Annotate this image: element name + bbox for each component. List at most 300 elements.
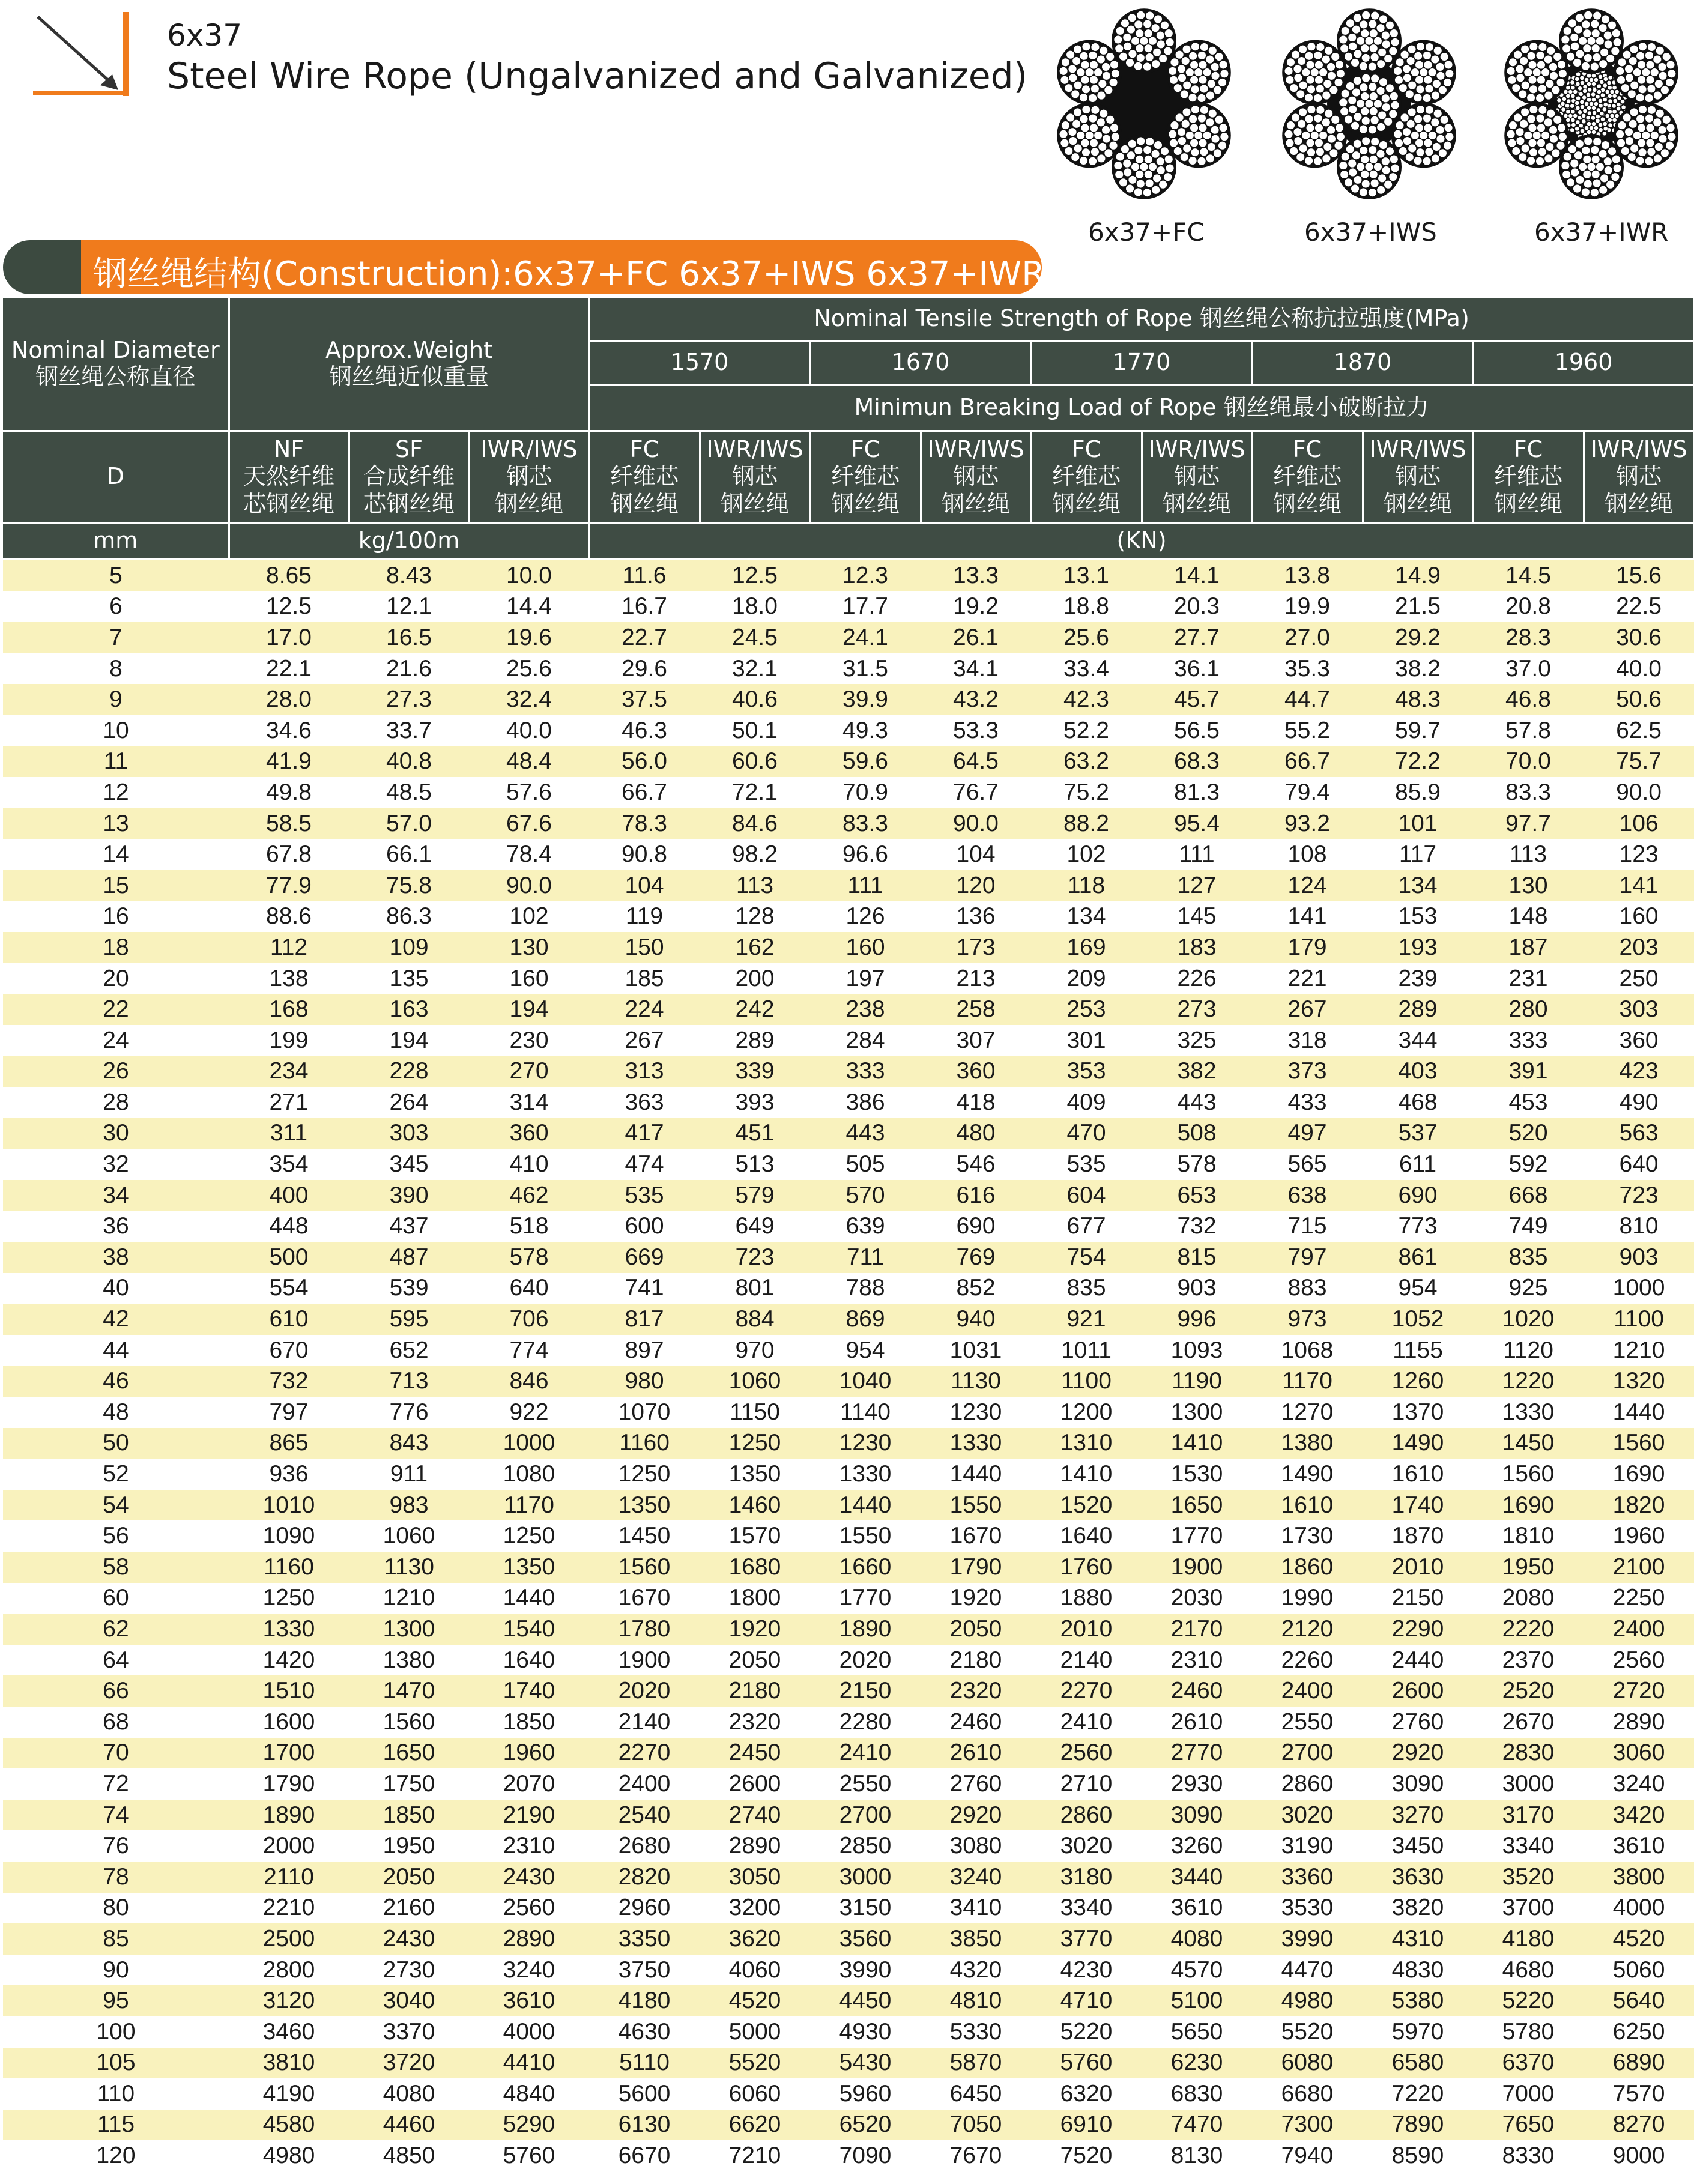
load-subheader-line: 钢芯 bbox=[952, 463, 999, 490]
load-cell: 513 bbox=[700, 1149, 810, 1180]
load-cell: 677 bbox=[1031, 1211, 1142, 1242]
weight-subheader-line: IWR/IWS bbox=[480, 435, 578, 462]
load-cell: 4830 bbox=[1363, 1955, 1473, 1986]
load-cell: 6370 bbox=[1473, 2048, 1584, 2079]
weight-subheader bbox=[349, 431, 469, 523]
load-cell: 1730 bbox=[1252, 1520, 1363, 1552]
load-subheader-line: 钢丝绳 bbox=[1383, 490, 1452, 517]
load-cell: 2860 bbox=[1252, 1768, 1363, 1800]
outer-strand bbox=[1614, 103, 1678, 168]
weight-cell: 1000 bbox=[469, 1428, 589, 1459]
diameter-cell: 48 bbox=[3, 1397, 229, 1428]
weight-cell: 2070 bbox=[469, 1768, 589, 1800]
diameter-cell: 5 bbox=[3, 560, 229, 591]
load-cell: 273 bbox=[1142, 994, 1252, 1025]
load-cell: 423 bbox=[1584, 1056, 1694, 1087]
weight-cell: 138 bbox=[229, 963, 349, 994]
load-cell: 2270 bbox=[1031, 1675, 1142, 1707]
load-cell: 160 bbox=[810, 932, 921, 963]
load-subheader bbox=[1473, 431, 1584, 523]
load-cell: 2400 bbox=[1252, 1675, 1363, 1707]
weight-cell: 3040 bbox=[349, 1985, 469, 2016]
load-cell: 3820 bbox=[1363, 1893, 1473, 1924]
weight-cell: 194 bbox=[349, 1025, 469, 1056]
load-cell: 12.5 bbox=[700, 560, 810, 591]
load-cell: 1068 bbox=[1252, 1335, 1363, 1366]
load-subheader-line: IWR/IWS bbox=[706, 435, 803, 462]
weight-cell: 40.8 bbox=[349, 746, 469, 778]
load-cell: 32.1 bbox=[700, 653, 810, 685]
load-subheader-line: 钢丝绳 bbox=[1051, 490, 1121, 517]
weight-cell: 49.8 bbox=[229, 777, 349, 808]
load-cell: 8330 bbox=[1473, 2140, 1584, 2171]
load-cell: 96.6 bbox=[810, 839, 921, 870]
load-cell: 123 bbox=[1584, 839, 1694, 870]
load-cell: 242 bbox=[700, 994, 810, 1025]
diameter-cell: 95 bbox=[3, 1985, 229, 2016]
weight-cell: 652 bbox=[349, 1335, 469, 1366]
weight-cell: 1170 bbox=[469, 1490, 589, 1521]
load-cell: 90.0 bbox=[1584, 777, 1694, 808]
table-row bbox=[3, 2078, 1694, 2110]
weight-cell: 1850 bbox=[469, 1707, 589, 1738]
load-cell: 179 bbox=[1252, 932, 1363, 963]
load-cell: 3090 bbox=[1363, 1768, 1473, 1800]
outer-strand bbox=[1057, 103, 1122, 168]
load-cell: 5000 bbox=[700, 2016, 810, 2048]
load-cell: 2610 bbox=[1142, 1707, 1252, 1738]
load-cell: 6680 bbox=[1252, 2078, 1363, 2110]
load-cell: 391 bbox=[1473, 1056, 1584, 1087]
diameter-cell: 14 bbox=[3, 839, 229, 870]
load-subheader-line: IWR/IWS bbox=[1590, 435, 1687, 462]
load-cell: 3270 bbox=[1363, 1800, 1473, 1831]
load-cell: 3000 bbox=[1473, 1768, 1584, 1800]
diameter-cell: 120 bbox=[3, 2140, 229, 2171]
load-cell: 1200 bbox=[1031, 1397, 1142, 1428]
load-cell: 639 bbox=[810, 1211, 921, 1242]
load-cell: 954 bbox=[810, 1335, 921, 1366]
weight-cell: 199 bbox=[229, 1025, 349, 1056]
load-cell: 1450 bbox=[589, 1520, 700, 1552]
load-cell: 773 bbox=[1363, 1211, 1473, 1242]
load-cell: 134 bbox=[1363, 870, 1473, 901]
load-cell: 36.1 bbox=[1142, 653, 1252, 685]
load-cell: 126 bbox=[810, 901, 921, 933]
load-cell: 1520 bbox=[1031, 1490, 1142, 1521]
load-cell: 2140 bbox=[589, 1707, 700, 1738]
load-cell: 289 bbox=[700, 1025, 810, 1056]
table-row bbox=[3, 1304, 1694, 1335]
weight-subheader bbox=[229, 431, 349, 523]
load-cell: 4470 bbox=[1252, 1955, 1363, 1986]
outer-strand bbox=[1559, 8, 1624, 73]
weight-cell: 578 bbox=[469, 1242, 589, 1273]
table-row bbox=[3, 870, 1694, 901]
table-row bbox=[3, 1893, 1694, 1924]
weight-cell: 843 bbox=[349, 1428, 469, 1459]
load-cell: 72.2 bbox=[1363, 746, 1473, 778]
weight-subheader-line: SF bbox=[395, 435, 423, 462]
diameter-cell: 80 bbox=[3, 1893, 229, 1924]
load-cell: 6230 bbox=[1142, 2048, 1252, 2079]
weight-cell: 360 bbox=[469, 1118, 589, 1149]
load-subheader-line: 纤维芯 bbox=[830, 463, 900, 490]
diameter-cell: 62 bbox=[3, 1614, 229, 1645]
weight-cell: 303 bbox=[349, 1118, 469, 1149]
load-cell: 1060 bbox=[700, 1366, 810, 1397]
load-cell: 75.2 bbox=[1031, 777, 1142, 808]
load-cell: 93.2 bbox=[1252, 808, 1363, 839]
weight-cell: 1790 bbox=[229, 1768, 349, 1800]
load-cell: 2600 bbox=[1363, 1675, 1473, 1707]
load-cell: 4080 bbox=[1142, 1923, 1252, 1955]
load-cell: 815 bbox=[1142, 1242, 1252, 1273]
weight-cell: 462 bbox=[469, 1180, 589, 1211]
load-cell: 88.2 bbox=[1031, 808, 1142, 839]
load-cell: 2020 bbox=[589, 1675, 700, 1707]
load-cell: 505 bbox=[810, 1149, 921, 1180]
weight-cell: 130 bbox=[469, 932, 589, 963]
load-cell: 1310 bbox=[1031, 1428, 1142, 1459]
unit-mm: mm bbox=[3, 523, 229, 560]
table-row bbox=[3, 715, 1694, 746]
load-cell: 145 bbox=[1142, 901, 1252, 933]
weight-cell: 1010 bbox=[229, 1490, 349, 1521]
load-cell: 43.2 bbox=[921, 684, 1031, 715]
load-cell: 3360 bbox=[1252, 1862, 1363, 1893]
table-row bbox=[3, 1242, 1694, 1273]
load-subheader bbox=[589, 431, 700, 523]
load-cell: 1920 bbox=[700, 1614, 810, 1645]
table-row bbox=[3, 1273, 1694, 1304]
load-cell: 5640 bbox=[1584, 1985, 1694, 2016]
load-cell: 7650 bbox=[1473, 2110, 1584, 2141]
table-row bbox=[3, 1830, 1694, 1862]
load-cell: 1300 bbox=[1142, 1397, 1252, 1428]
load-cell: 68.3 bbox=[1142, 746, 1252, 778]
load-cell: 669 bbox=[589, 1242, 700, 1273]
weight-cell: 410 bbox=[469, 1149, 589, 1180]
weight-cell: 345 bbox=[349, 1149, 469, 1180]
load-cell: 940 bbox=[921, 1304, 1031, 1335]
diameter-cell: 54 bbox=[3, 1490, 229, 1521]
load-cell: 5100 bbox=[1142, 1985, 1252, 2016]
load-subheader bbox=[1252, 431, 1363, 523]
load-cell: 2400 bbox=[589, 1768, 700, 1800]
load-subheader-line: 纤维芯 bbox=[1272, 463, 1342, 490]
load-cell: 788 bbox=[810, 1273, 921, 1304]
load-subheader bbox=[1142, 431, 1252, 523]
unit-load: (KN) bbox=[589, 523, 1694, 560]
load-cell: 2280 bbox=[810, 1707, 921, 1738]
diagram-label-iwr: 6x37+IWR bbox=[1534, 217, 1669, 247]
load-cell: 2460 bbox=[921, 1707, 1031, 1738]
load-cell: 653 bbox=[1142, 1180, 1252, 1211]
load-subheader-line: 钢丝绳 bbox=[1493, 490, 1562, 517]
weight-cell: 33.7 bbox=[349, 715, 469, 746]
load-cell: 1130 bbox=[921, 1366, 1031, 1397]
diameter-cell: 18 bbox=[3, 932, 229, 963]
diameter-cell: 72 bbox=[3, 1768, 229, 1800]
load-cell: 690 bbox=[1363, 1180, 1473, 1211]
diameter-cell: 64 bbox=[3, 1645, 229, 1676]
table-row bbox=[3, 1490, 1694, 1521]
diameter-cell: 34 bbox=[3, 1180, 229, 1211]
diameter-cell: 76 bbox=[3, 1830, 229, 1862]
load-cell: 2050 bbox=[921, 1614, 1031, 1645]
weight-header-cn: 钢丝绳近似重量 bbox=[328, 363, 489, 390]
load-cell: 638 bbox=[1252, 1180, 1363, 1211]
load-subheader bbox=[700, 431, 810, 523]
load-cell: 1880 bbox=[1031, 1583, 1142, 1614]
load-cell: 1410 bbox=[1031, 1459, 1142, 1490]
load-cell: 903 bbox=[1584, 1242, 1694, 1273]
load-cell: 66.7 bbox=[1252, 746, 1363, 778]
load-cell: 1810 bbox=[1473, 1520, 1584, 1552]
load-cell: 2760 bbox=[1363, 1707, 1473, 1738]
load-cell: 55.2 bbox=[1252, 715, 1363, 746]
diameter-cell: 32 bbox=[3, 1149, 229, 1180]
load-cell: 2140 bbox=[1031, 1645, 1142, 1676]
load-cell: 70.9 bbox=[810, 777, 921, 808]
table-row bbox=[3, 1707, 1694, 1738]
weight-cell: 4080 bbox=[349, 2078, 469, 2110]
load-cell: 3440 bbox=[1142, 1862, 1252, 1893]
weight-cell: 311 bbox=[229, 1118, 349, 1149]
weight-subheader-line: 钢丝绳 bbox=[494, 490, 563, 517]
load-cell: 2010 bbox=[1363, 1552, 1473, 1583]
load-cell: 27.7 bbox=[1142, 622, 1252, 653]
weight-cell: 1470 bbox=[349, 1675, 469, 1707]
load-cell: 50.1 bbox=[700, 715, 810, 746]
load-cell: 6830 bbox=[1142, 2078, 1252, 2110]
outer-strand bbox=[1112, 135, 1176, 199]
load-cell: 46.8 bbox=[1473, 684, 1584, 715]
outer-strand bbox=[1504, 40, 1569, 105]
load-cell: 160 bbox=[1584, 901, 1694, 933]
load-cell: 37.5 bbox=[589, 684, 700, 715]
load-subheader-line: 钢芯 bbox=[1394, 463, 1441, 490]
load-cell: 490 bbox=[1584, 1087, 1694, 1118]
load-cell: 732 bbox=[1142, 1211, 1252, 1242]
load-cell: 3750 bbox=[589, 1955, 700, 1986]
load-cell: 973 bbox=[1252, 1304, 1363, 1335]
load-cell: 4000 bbox=[1584, 1893, 1694, 1924]
table-row bbox=[3, 622, 1694, 653]
load-cell: 253 bbox=[1031, 994, 1142, 1025]
load-cell: 6250 bbox=[1584, 2016, 1694, 2048]
load-cell: 835 bbox=[1031, 1273, 1142, 1304]
weight-cell: 67.8 bbox=[229, 839, 349, 870]
load-cell: 360 bbox=[1584, 1025, 1694, 1056]
load-cell: 2860 bbox=[1031, 1800, 1142, 1831]
load-cell: 141 bbox=[1252, 901, 1363, 933]
load-cell: 3610 bbox=[1584, 1830, 1694, 1862]
load-cell: 810 bbox=[1584, 1211, 1694, 1242]
weight-cell: 8.65 bbox=[229, 560, 349, 591]
load-cell: 339 bbox=[700, 1056, 810, 1087]
load-cell: 162 bbox=[700, 932, 810, 963]
load-cell: 289 bbox=[1363, 994, 1473, 1025]
diameter-cell: 6 bbox=[3, 591, 229, 623]
load-cell: 101 bbox=[1363, 808, 1473, 839]
load-cell: 52.2 bbox=[1031, 715, 1142, 746]
weight-cell: 500 bbox=[229, 1242, 349, 1273]
load-cell: 20.8 bbox=[1473, 591, 1584, 623]
load-cell: 72.1 bbox=[700, 777, 810, 808]
weight-cell: 448 bbox=[229, 1211, 349, 1242]
weight-cell: 12.5 bbox=[229, 591, 349, 623]
load-cell: 1260 bbox=[1363, 1366, 1473, 1397]
load-cell: 741 bbox=[589, 1273, 700, 1304]
load-cell: 84.6 bbox=[700, 808, 810, 839]
load-cell: 2150 bbox=[1363, 1583, 1473, 1614]
table-row bbox=[3, 1985, 1694, 2016]
load-cell: 1900 bbox=[589, 1645, 700, 1676]
weight-subheader bbox=[469, 431, 589, 523]
load-subheader-line: 钢丝绳 bbox=[610, 490, 679, 517]
load-cell: 592 bbox=[1473, 1149, 1584, 1180]
load-cell: 200 bbox=[700, 963, 810, 994]
load-cell: 3410 bbox=[921, 1893, 1031, 1924]
load-cell: 2670 bbox=[1473, 1707, 1584, 1738]
diameter-cell: 78 bbox=[3, 1862, 229, 1893]
weight-cell: 17.0 bbox=[229, 622, 349, 653]
weight-subheader-line: NF bbox=[273, 435, 304, 462]
weight-cell: 706 bbox=[469, 1304, 589, 1335]
load-cell: 570 bbox=[810, 1180, 921, 1211]
table-row bbox=[3, 1459, 1694, 1490]
load-subheader bbox=[921, 431, 1031, 523]
load-cell: 325 bbox=[1142, 1025, 1252, 1056]
weight-cell: 1510 bbox=[229, 1675, 349, 1707]
load-cell: 59.6 bbox=[810, 746, 921, 778]
weight-cell: 34.6 bbox=[229, 715, 349, 746]
load-cell: 2560 bbox=[1584, 1645, 1694, 1676]
load-cell: 1100 bbox=[1584, 1304, 1694, 1335]
outer-strand bbox=[1057, 40, 1122, 105]
weight-cell: 1130 bbox=[349, 1552, 469, 1583]
weight-cell: 57.0 bbox=[349, 808, 469, 839]
load-cell: 5520 bbox=[700, 2048, 810, 2079]
rope-iws-cross-section-icon bbox=[1270, 5, 1468, 203]
table-row bbox=[3, 1552, 1694, 1583]
load-cell: 5780 bbox=[1473, 2016, 1584, 2048]
table-row bbox=[3, 560, 1694, 591]
load-cell: 45.7 bbox=[1142, 684, 1252, 715]
diameter-cell: 74 bbox=[3, 1800, 229, 1831]
weight-cell: 2800 bbox=[229, 1955, 349, 1986]
load-cell: 2680 bbox=[589, 1830, 700, 1862]
load-cell: 3530 bbox=[1252, 1893, 1363, 1924]
load-cell: 754 bbox=[1031, 1242, 1142, 1273]
load-cell: 7050 bbox=[921, 2110, 1031, 2141]
table-row bbox=[3, 1923, 1694, 1955]
load-cell: 6580 bbox=[1363, 2048, 1473, 2079]
load-cell: 2920 bbox=[921, 1800, 1031, 1831]
load-cell: 2820 bbox=[589, 1862, 700, 1893]
load-cell: 2440 bbox=[1363, 1645, 1473, 1676]
load-cell: 1450 bbox=[1473, 1428, 1584, 1459]
load-cell: 1070 bbox=[589, 1397, 700, 1428]
load-cell: 3020 bbox=[1031, 1830, 1142, 1862]
tensile-header: Nominal Tensile Strength of Rope 钢丝绳公称抗拉强度(MPa) bbox=[589, 298, 1694, 341]
weight-cell: 77.9 bbox=[229, 870, 349, 901]
table-row bbox=[3, 901, 1694, 933]
load-cell: 44.7 bbox=[1252, 684, 1363, 715]
load-cell: 5430 bbox=[810, 2048, 921, 2079]
table-row bbox=[3, 2048, 1694, 2079]
weight-cell: 4410 bbox=[469, 2048, 589, 2079]
load-cell: 360 bbox=[921, 1056, 1031, 1087]
load-cell: 221 bbox=[1252, 963, 1363, 994]
table-row bbox=[3, 1397, 1694, 1428]
load-cell: 34.1 bbox=[921, 653, 1031, 685]
load-cell: 1160 bbox=[589, 1428, 700, 1459]
load-cell: 6060 bbox=[700, 2078, 810, 2110]
load-cell: 3260 bbox=[1142, 1830, 1252, 1862]
load-cell: 70.0 bbox=[1473, 746, 1584, 778]
load-cell: 3560 bbox=[810, 1923, 921, 1955]
load-cell: 2250 bbox=[1584, 1583, 1694, 1614]
table-row bbox=[3, 1211, 1694, 1242]
load-cell: 1740 bbox=[1363, 1490, 1473, 1521]
load-cell: 1100 bbox=[1031, 1366, 1142, 1397]
load-cell: 81.3 bbox=[1142, 777, 1252, 808]
load-cell: 1250 bbox=[700, 1428, 810, 1459]
diameter-cell: 58 bbox=[3, 1552, 229, 1583]
weight-cell: 354 bbox=[229, 1149, 349, 1180]
load-cell: 1690 bbox=[1473, 1490, 1584, 1521]
weight-cell: 234 bbox=[229, 1056, 349, 1087]
load-cell: 13.8 bbox=[1252, 560, 1363, 591]
weight-cell: 776 bbox=[349, 1397, 469, 1428]
grade-header: 1770 bbox=[1031, 341, 1252, 385]
load-cell: 3050 bbox=[700, 1862, 810, 1893]
load-cell: 921 bbox=[1031, 1304, 1142, 1335]
weight-cell: 487 bbox=[349, 1242, 469, 1273]
load-cell: 150 bbox=[589, 932, 700, 963]
spec-table bbox=[3, 298, 1695, 2171]
load-cell: 30.6 bbox=[1584, 622, 1694, 653]
load-cell: 106 bbox=[1584, 808, 1694, 839]
weight-cell: 1440 bbox=[469, 1583, 589, 1614]
weight-cell: 32.4 bbox=[469, 684, 589, 715]
load-cell: 29.6 bbox=[589, 653, 700, 685]
load-cell: 18.8 bbox=[1031, 591, 1142, 623]
load-cell: 24.1 bbox=[810, 622, 921, 653]
load-cell: 1190 bbox=[1142, 1366, 1252, 1397]
load-cell: 307 bbox=[921, 1025, 1031, 1056]
weight-cell: 8.43 bbox=[349, 560, 469, 591]
load-cell: 318 bbox=[1252, 1025, 1363, 1056]
load-cell: 3350 bbox=[589, 1923, 700, 1955]
weight-cell: 314 bbox=[469, 1087, 589, 1118]
table-row bbox=[3, 932, 1694, 963]
load-cell: 53.3 bbox=[921, 715, 1031, 746]
diameter-header-en: Nominal Diameter bbox=[11, 337, 220, 364]
load-cell: 24.5 bbox=[700, 622, 810, 653]
load-cell: 7940 bbox=[1252, 2140, 1363, 2171]
load-cell: 1690 bbox=[1584, 1459, 1694, 1490]
load-cell: 113 bbox=[700, 870, 810, 901]
load-cell: 127 bbox=[1142, 870, 1252, 901]
load-cell: 333 bbox=[810, 1056, 921, 1087]
load-cell: 104 bbox=[921, 839, 1031, 870]
diameter-cell: 15 bbox=[3, 870, 229, 901]
weight-cell: 595 bbox=[349, 1304, 469, 1335]
